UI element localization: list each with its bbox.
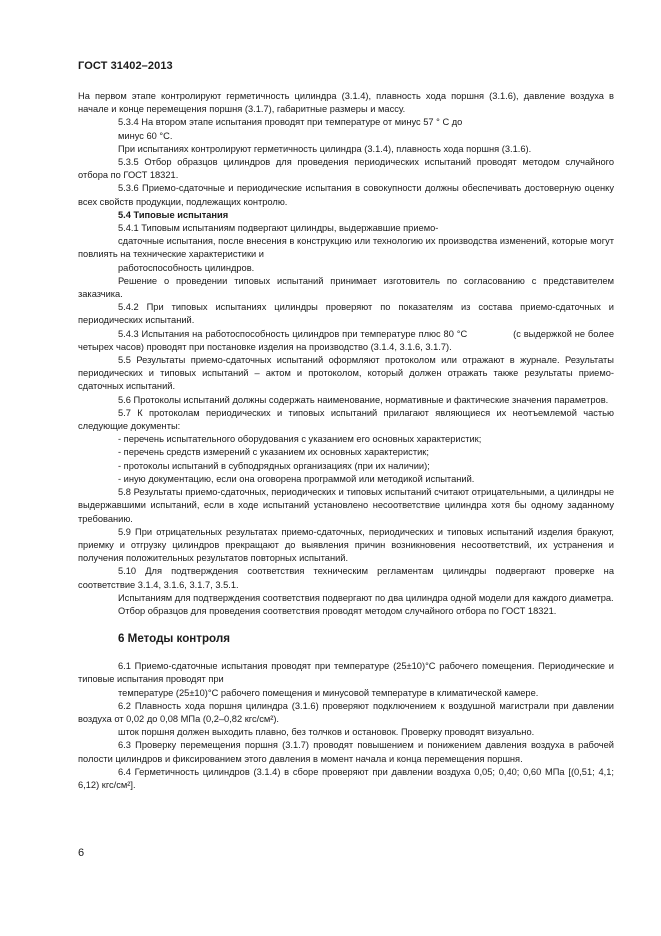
paragraph: 5.8 Результаты приемо-сдаточных, периодических и типовых испытаний считают отрицательными, а цилиндры не выдержавшими испытаний, если в ходе испытаний установлено несоответствие цилиндра хотя бы одному заданному требованию. <box>78 487 614 524</box>
paragraph: работоспособность цилиндров. <box>118 262 255 273</box>
paragraph: Отбор образцов для проведения соответствия проводят методом случайного отбора по ГОСТ 18321. <box>118 605 557 616</box>
paragraph: 6.1 Приемо-сдаточные испытания проводят при температуре (25±10)°С рабочего помещения. Периодические и типовые испытания проводят при <box>78 661 614 685</box>
paragraph: 5.9 При отрицательных результатах приемо-сдаточных, периодических и типовых испытаний изделия бракуют, приемку и отгрузку цилиндров прекращают до выявления причин возникновения несоответствий, их устранения и получения положительных результатов повторных испытаний. <box>78 526 614 564</box>
paragraph: минус 60 °С. <box>118 130 173 141</box>
subsection-heading: 5.4 Типовые испытания <box>118 209 229 220</box>
paragraph: 6.4 Герметичность цилиндров (3.1.4) в сборе проверяют при давлении воздуха 0,05; 0,40; 0,60 МПа [(0,51; 4,1; 6,12) кгс/см²]. <box>78 766 614 790</box>
document-body <box>78 90 617 792</box>
paragraph: 6.3 Проверку перемещения поршня (3.1.7) проводят повышением и понижением давления воздуха в рабочей полости цилиндров и фиксированием этого давления в момент начала и конца перемещения поршня. <box>78 740 614 764</box>
paragraph: 5.3.4 На втором этапе испытания проводят при температуре от минус 57 ° С до <box>118 117 463 128</box>
paragraph: Решение о проведении типовых испытаний принимает изготовитель по согласованию с представителем заказчика. <box>78 275 614 300</box>
page-number: 6 <box>78 847 85 859</box>
paragraph: 5.3.5 Отбор образцов цилиндров для проведения периодических испытаний проводят методом случайного отбора по ГОСТ 18321. <box>78 157 614 181</box>
paragraph: 5.6 Протоколы испытаний должны содержать наименование, нормативные и фактические значения параметров. <box>118 394 609 405</box>
paragraph: сдаточные испытания, после внесения в конструкцию или технологию их производства изменений, которые могут повлиять на технические характеристики и <box>78 236 614 260</box>
section-heading: 6 Методы контроля <box>118 632 230 646</box>
paragraph: 5.3.6 Приемо-сдаточные и периодические испытания в совокупности должны обеспечивать достоверную оценку всех свойств продукции, подлежащих контролю. <box>78 183 614 207</box>
list-item: - перечень испытательного оборудования с указанием его основных характеристик; <box>118 434 482 445</box>
paragraph: 5.7 К протоколам периодических и типовых испытаний прилагают являющиеся их неотъемлемой частью следующие документы: <box>78 407 614 432</box>
document-header: ГОСТ 31402–2013 <box>78 60 173 72</box>
list-item: - перечень средств измерений с указанием их основных характеристик; <box>118 447 429 458</box>
paragraph: 6.2 Плавность хода поршня цилиндра (3.1.6) проверяют подключением к воздушной магистрали при давлении воздуха от 0,02 до 0,08 МПа (0,2–0,82 кгс/см²). <box>78 700 614 724</box>
paragraph: При испытаниях контролируют герметичность цилиндра (3.1.4), плавность хода поршня (3.1.6). <box>118 143 532 154</box>
paragraph: Испытаниям для подтверждения соответствия подвергают по два цилиндра одной модели для каждого диаметра. <box>118 592 614 603</box>
paragraph: температуре (25±10)°С рабочего помещения и минусовой температуре в климатической камере. <box>118 687 539 698</box>
paragraph: шток поршня должен выходить плавно, без толчков и остановок. Проверку проводят визуально. <box>118 727 535 738</box>
list-item: - иную документацию, если она оговорена программой или методикой испытаний. <box>118 473 475 484</box>
paragraph: 5.4.3 Испытания на работоспособность цилиндров при температуре плюс 80 °С (с выдержкой не более четырех часов) проводят при постановке изделия на производство (3.1.4, 3.1.6, 3.1.7). <box>78 328 617 352</box>
paragraph: На первом этапе контролируют герметичность цилиндра (3.1.4), плавность хода поршня (3.1.6), давление воздуха в начале и конце перемещения поршня (3.1.7), габаритные размеры и массу. <box>78 91 614 115</box>
paragraph: 5.4.1 Типовым испытаниям подвергают цилиндры, выдержавшие приемо- <box>118 223 439 234</box>
paragraph: 5.5 Результаты приемо-сдаточных испытаний оформляют протоколом или отражают в журнале. Результаты периодических и типовых испытаний – актом и протоколом, который должен отражать также результаты приемо-сдаточных испытаний. <box>78 355 614 392</box>
paragraph: 5.10 Для подтверждения соответствия техническим регламентам цилиндры подвергают проверке на соответствие 3.1.4, 3.1.6, 3.1.7, 3.5.1. <box>78 566 614 590</box>
paragraph: 5.4.2 При типовых испытаниях цилиндры проверяют по показателям из состава приемо-сдаточных и периодических испытаний. <box>78 302 614 326</box>
list-item: - протоколы испытаний в субподрядных организациях (при их наличии); <box>118 460 430 471</box>
